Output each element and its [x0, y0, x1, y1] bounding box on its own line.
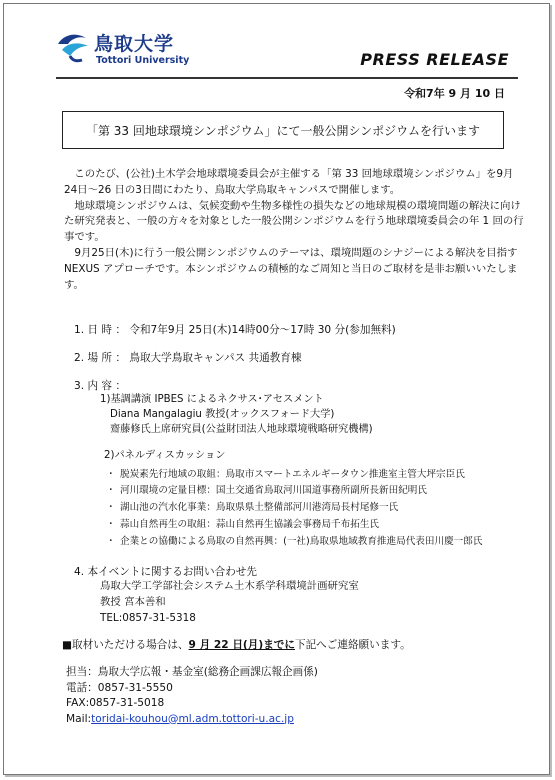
pr-fax: FAX:0857-31-5018	[66, 697, 165, 709]
header-divider	[56, 77, 518, 79]
intro-paragraph-2: 地球環境シンポジウムは、気候変動や生物多様性の損失などの地球規模の環境問題の解決に向けた研究発表と、一般の方々を対象とした一般公開シンポジウムを行う地球環境委員会の年 1 回の行事です。	[64, 199, 524, 244]
release-title	[62, 111, 504, 149]
inquiry-tel: TEL:0857-31-5318	[100, 612, 196, 624]
keynote-speaker-1: Diana Mangalagiu 教授(オックスフォード大学)	[110, 409, 335, 420]
logo-japanese-name: 鳥取大学	[94, 33, 175, 55]
press-release-label: PRESS RELEASE	[360, 50, 509, 69]
inquiry-heading: 4. 本イベントに関するお問い合わせ先	[74, 566, 257, 578]
panel-item: ・ 湖山池の汽水化事業：鳥取県県土整備部河川港湾局長村尾修一氏	[106, 502, 399, 513]
intro-paragraph-1: このたび、(公社)土木学会地球環境委員会が主催する「第 33 回地球環境シンポジウム」を9月24日～26 日の3日間にわたり、鳥取大学鳥取キャンパスで開催します。	[64, 168, 514, 196]
logo-english-name: Tottori University	[96, 55, 190, 66]
panel-item: ・ 蒜山自然再生の取組：蒜山自然再生協議会事務局千布拓生氏	[106, 519, 380, 530]
inquiry-organization: 鳥取大学工学部社会システム土木系学科環境計画研究室	[100, 580, 359, 592]
event-date: 1. 日 時 ： 令和7年9月 25日(木)14時00分～17時 30 分(参加無料)	[74, 324, 396, 336]
panel-item: ・ 河川環境の定量目標：国土交通省鳥取河川国道事務所副所長新田紀明氏	[106, 485, 427, 496]
intro-text	[64, 167, 524, 293]
keynote-speaker-2: 齋藤修氏上席研究員(公益財団法人地球環境戦略研究機構)	[110, 424, 373, 435]
panel-item: ・ 企業との協働による鳥取の自然再興：(一社)鳥取県地域教育推進局代表田川慶一郎氏	[106, 536, 483, 547]
pr-department: 担当：鳥取大学広報・基金室(総務企画課広報企画係)	[66, 666, 318, 678]
panel-item: ・ 脱炭素先行地域の取組：鳥取市スマートエネルギータウン推進室主管大坪宗臣氏	[106, 469, 465, 480]
intro-paragraph-3: 9月25日(木)に行う一般公開シンポジウムのテーマは、環境問題のシナジーによる解決を目指す NEXUS アプローチです。本シンポジウムの積極的なご周知と当日のご取材を是非お願いいたします。	[64, 246, 518, 291]
university-logo	[56, 28, 206, 76]
pr-contact	[66, 665, 318, 727]
release-date: 令和7年 9 月 10 日	[404, 87, 505, 100]
release-title-text: 「第 33 回地球環境シンポジウム」にて一般公開シンポジウムを行います	[85, 123, 481, 138]
pr-phone: 電話：0857-31-5550	[66, 681, 173, 694]
press-coverage-note: ■取材いただける場合は、9 月 22 日(月)までに下記へご連絡願います。	[62, 639, 411, 651]
content-heading: 3. 内 容 ：	[74, 380, 126, 392]
keynote-title: 1)基調講演 IPBES によるネクサス･アセスメント	[100, 394, 324, 405]
inquiry-person: 教授 宮本善和	[100, 596, 166, 608]
panel-title: 2)パネルディスカッション	[104, 450, 226, 461]
press-release-page	[3, 3, 550, 775]
deadline-date: 9 月 22 日(月)までに	[188, 639, 295, 651]
university-emblem-icon	[56, 30, 92, 64]
pr-mail-link[interactable]: toridai-kouhou@ml.adm.tottori-u.ac.jp	[91, 712, 294, 725]
event-place: 2. 場 所 ： 鳥取大学鳥取キャンパス 共通教育棟	[74, 352, 302, 364]
pr-mail: Mail:toridai-kouhou@ml.adm.tottori-u.ac.jp	[66, 712, 294, 725]
